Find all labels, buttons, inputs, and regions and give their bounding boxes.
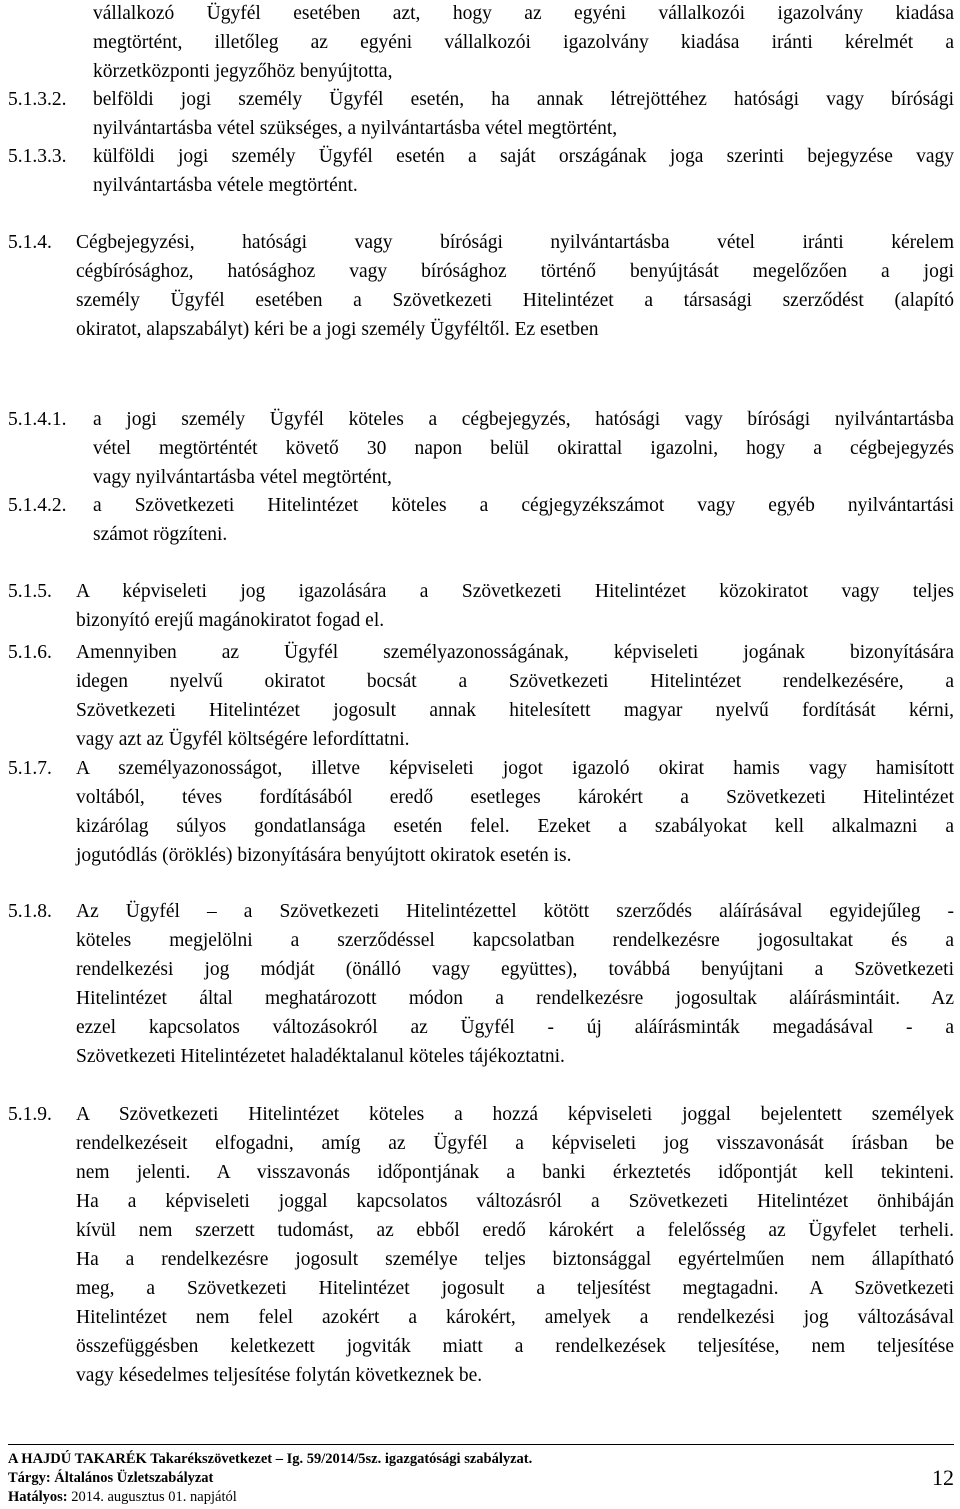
clause-text-line: bizonyító erejű magánokiratot fogad el.	[76, 610, 385, 631]
clause-text-line: rendelkezési jog módját (önálló vagy együttes), továbbá benyújtani a Szövetkezeti	[76, 959, 954, 980]
clause-text-line: idegen nyelvű okiratot bocsát a Szövetkezeti Hitelintézet rendelkezésére, a	[76, 671, 954, 692]
clause-text-line: Az Ügyfél – a Szövetkezeti Hitelintézettel kötött szerződés aláírásával egyidejűleg -	[76, 901, 954, 922]
clause-text-line: köteles megjelölni a szerződéssel kapcsolatban rendelkezésre jogosultakat és a	[76, 930, 954, 951]
clause-number: 5.1.3.2.	[8, 89, 67, 110]
clause-text-line: vagy késedelmes teljesítése folytán következnek be.	[76, 1365, 483, 1386]
clause-text-line: vagy nyilvántartásba vétel megtörtént,	[93, 467, 392, 488]
clause-text-line: kizárólag súlyos gondatlansága esetén felel. Ezeket a szabályokat kell alkalmazni a	[76, 816, 954, 837]
clause-text-line: Hitelintézet nem felel azokért a károkért, amelyek a rendelkezési jog változásával	[76, 1307, 954, 1328]
clause-text-line: a jogi személy Ügyfél köteles a cégbejegyzés, hatósági vagy bírósági nyilvántartásba	[93, 409, 954, 430]
footer-subject: Tárgy: Általános Üzletszabályzat	[8, 1470, 214, 1486]
footer-effective-date: 2014. augusztus 01. napjától	[71, 1489, 237, 1505]
clause-text-line: nyilvántartásba vétele megtörtént.	[93, 175, 358, 196]
clause-text-line: vagy azt az Ügyfél költségére lefordíttatni.	[76, 729, 410, 750]
clause-text-line: összefüggésben keletkezett jogviták miatt a rendelkezések teljesítése, nem teljesítése	[76, 1336, 954, 1357]
clause-text-line: cégbírósághoz, hatósághoz vagy bírósághoz történő benyújtását megelőzően a jogi	[76, 261, 954, 282]
footer-institution: A HAJDÚ TAKARÉK Takarékszövetkezet – Ig. 59/2014/5sz. igazgatósági szabályzat.	[8, 1451, 533, 1467]
clause-number: 5.1.5.	[8, 581, 52, 602]
footer-divider	[8, 1444, 954, 1445]
footer-effective	[8, 1488, 237, 1506]
clause-text-line: Ha a rendelkezésre jogosult személye teljes biztonsággal egyértelműen nem állapítható	[76, 1249, 954, 1270]
page-number: 12	[932, 1465, 954, 1490]
clause-number: 5.1.4.2.	[8, 495, 67, 516]
clause-text-line: Szövetkezeti Hitelintézetet haladéktalanul köteles tájékoztatni.	[76, 1046, 565, 1067]
clause-text-line: jogutódlás (öröklés) bizonyítására benyújtott okiratok esetén is.	[76, 845, 572, 866]
clause-text-line: nem jelenti. A visszavonás időpontjának a banki érkeztetés időpontját kell tekinteni.	[76, 1162, 954, 1183]
clause-text-line: kívül nem szerzett tudomást, az ebből eredő károkért a felelősség az Ügyfelet terheli.	[76, 1220, 954, 1241]
clause-number: 5.1.4.1.	[8, 409, 67, 430]
clause-text-line: meg, a Szövetkezeti Hitelintézet jogosult a teljesítést megtagadni. A Szövetkezeti	[76, 1278, 954, 1299]
clause-text-line: számot rögzíteni.	[93, 524, 228, 545]
footer-effective-label: Hatályos:	[8, 1489, 68, 1505]
clause-text-line: Cégbejegyzési, hatósági vagy bírósági nyilvántartásba vétel iránti kérelem	[76, 232, 954, 253]
clause-text-line: Amennyiben az Ügyfél személyazonosságának, képviseleti jogának bizonyítására	[76, 642, 954, 663]
clause-number: 5.1.3.3.	[8, 146, 67, 167]
clause-text-line: vétel megtörténtét követő 30 napon belül okirattal igazolni, hogy a cégbejegyzés	[93, 438, 954, 459]
clause-text-line: a Szövetkezeti Hitelintézet köteles a cégjegyzékszámot vagy egyéb nyilvántartási	[93, 495, 954, 516]
clause-number: 5.1.6.	[8, 642, 52, 663]
clause-text-line: A képviseleti jog igazolására a Szövetkezeti Hitelintézet közokiratot vagy teljes	[76, 581, 954, 602]
clause-text-line: nyilvántartásba vétel szükséges, a nyilvántartásba vétel megtörtént,	[93, 118, 618, 139]
clause-text-line: A személyazonosságot, illetve képviseleti jogot igazoló okirat hamis vagy hamisított	[76, 758, 954, 779]
clause-number: 5.1.9.	[8, 1104, 52, 1125]
clause-text-line: voltából, téves fordításából eredő esetleges károkért a Szövetkezeti Hitelintézet	[76, 787, 954, 808]
clause-text-line: vállalkozó Ügyfél esetében azt, hogy az egyéni vállalkozói igazolvány kiadása	[93, 3, 954, 24]
clause-number: 5.1.8.	[8, 901, 52, 922]
clause-text-line: Szövetkezeti Hitelintézet jogosult annak hitelesített magyar nyelvű fordítását kérni,	[76, 700, 954, 721]
clause-number: 5.1.4.	[8, 232, 52, 253]
clause-text-line: rendelkezéseit elfogadni, amíg az Ügyfél a képviseleti jog visszavonását írásban be	[76, 1133, 954, 1154]
clause-text-line: Ha a képviseleti joggal kapcsolatos változásról a Szövetkezeti Hitelintézet önhibáján	[76, 1191, 954, 1212]
clause-text-line: Hitelintézet által meghatározott módon a rendelkezésre jogosultak aláírásmintáit. Az	[76, 988, 954, 1009]
clause-text-line: okiratot, alapszabályt) kéri be a jogi személy Ügyféltől. Ez esetben	[76, 319, 599, 340]
clause-text-line: A Szövetkezeti Hitelintézet köteles a hozzá képviseleti joggal bejelentett személyek	[76, 1104, 954, 1125]
clause-text-line: körzetközponti jegyzőhöz benyújtotta,	[93, 61, 393, 82]
clause-text-line: ezzel kapcsolatos változásokról az Ügyfél - új aláírásminták megadásával - a	[76, 1017, 954, 1038]
clause-number: 5.1.7.	[8, 758, 52, 779]
clause-text-line: külföldi jogi személy Ügyfél esetén a saját országának joga szerinti bejegyzése vagy	[93, 146, 954, 167]
clause-text-line: belföldi jogi személy Ügyfél esetén, ha annak létrejöttéhez hatósági vagy bírósági	[93, 89, 954, 110]
clause-text-line: személy Ügyfél esetében a Szövetkezeti Hitelintézet a társasági szerződést (alapító	[76, 290, 954, 311]
clause-text-line: megtörtént, illetőleg az egyéni vállalkozói igazolvány kiadása iránti kérelmét a	[93, 32, 954, 53]
